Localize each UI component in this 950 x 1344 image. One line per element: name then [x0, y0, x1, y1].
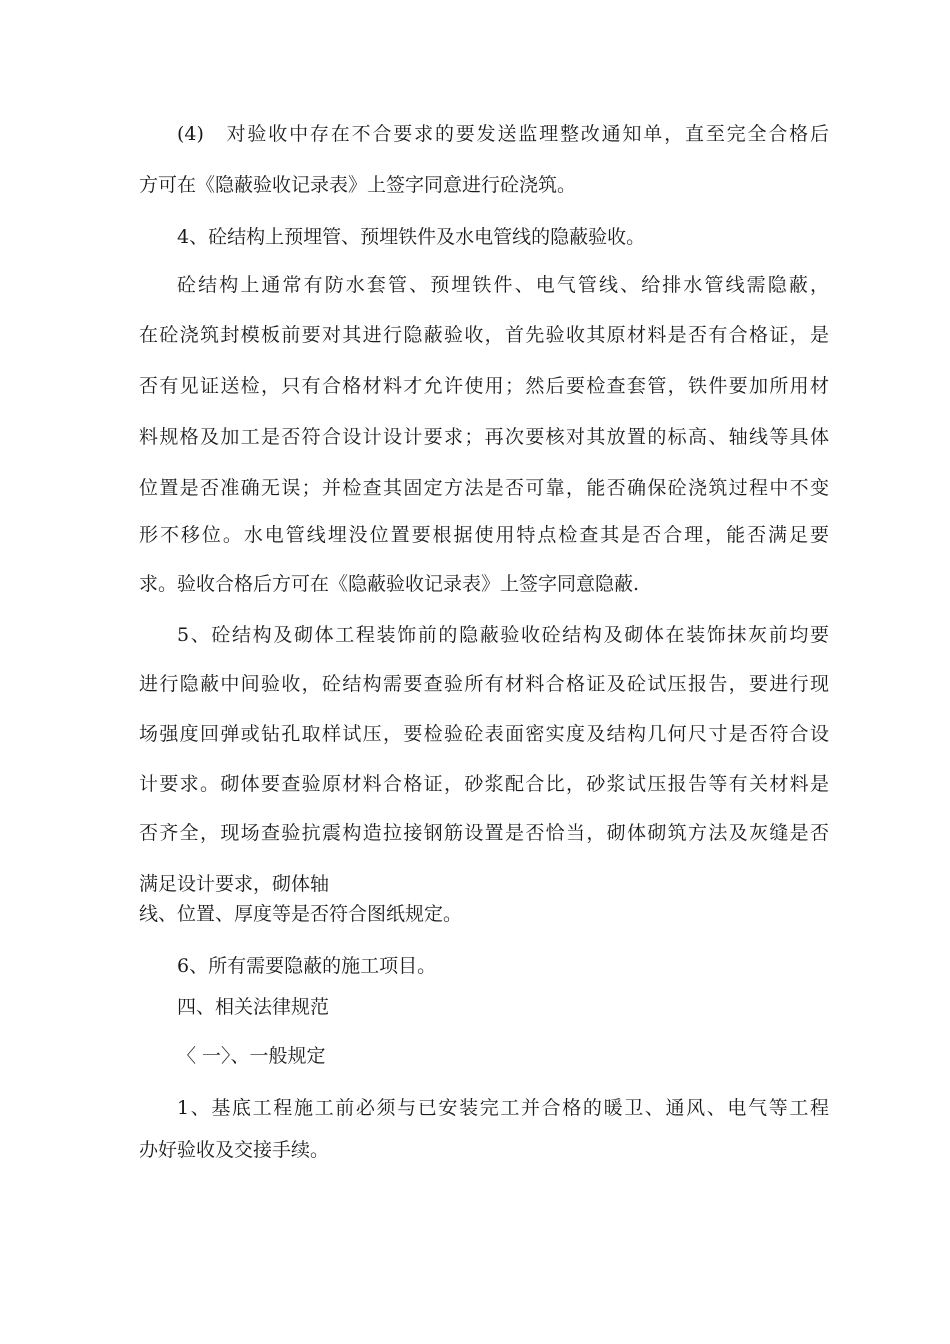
- text-line: 求。验收合格后方可在《隐蔽验收记录表》上签字同意隐蔽.: [139, 573, 640, 595]
- text-line: 位置是否准确无误；并检查其固定方法是否可靠，能否确保砼浇筑过程中不变: [139, 477, 829, 499]
- text-line: 否齐全，现场查验抗震构造拉接钢筋设置是否恰当，砌体砌筑方法及灰缝是否: [139, 822, 829, 844]
- text-line: 满足设计要求，砌体轴: [139, 873, 330, 895]
- text-line: 料规格及加工是否符合设计设计要求；再次要核对其放置的标高、轴线等具体: [139, 426, 829, 448]
- text-line: 进行隐蔽中间验收，砼结构需要查验所有材料合格证及砼试压报告，要进行现: [139, 673, 829, 695]
- text-line: 线、位置、厚度等是否符合图纸规定。: [139, 903, 463, 925]
- text-line: 砼结构上通常有防水套管、预埋铁件、电气管线、给排水管线需隐蔽，: [177, 274, 829, 296]
- text-line: 计要求。砌体要查验原材料合格证，砂浆配合比，砂浆试压报告等有关材料是: [139, 773, 829, 795]
- text-line: 形不移位。水电管线埋没位置要根据使用特点检查其是否合理，能否满足要: [139, 524, 829, 546]
- text-line: 5、砼结构及砌体工程装饰前的隐蔽验收砼结构及砌体在装饰抹灰前均要: [177, 624, 829, 646]
- text-line: 6、所有需要隐蔽的施工项目。: [177, 955, 437, 977]
- text-line: 否有见证送检，只有合格材料才允许使用；然后要检查套管，铁件要加所用材: [139, 375, 829, 397]
- text-line: 办好验收及交接手续。: [139, 1139, 330, 1161]
- subsection-heading: 〈 一〉、一般规定: [177, 1045, 326, 1067]
- text-line: 场强度回弹或钻孔取样试压，要检验砼表面密实度及结构几何尺寸是否符合设: [139, 723, 829, 745]
- text-line: 在砼浇筑封模板前要对其进行隐蔽验收，首先验收其原材料是否有合格证，是: [139, 324, 829, 346]
- text-line: 4、砼结构上预埋管、预埋铁件及水电管线的隐蔽验收。: [177, 226, 646, 248]
- section-heading: 四、相关法律规范: [177, 996, 330, 1018]
- text-line: (4) 对验收中存在不合要求的要发送监理整改通知单，直至完全合格后: [177, 123, 829, 145]
- text-line: 方可在《隐蔽验收记录表》上签字同意进行砼浇筑。: [139, 174, 577, 196]
- text-line: 1、基底工程施工前必须与已安装完工并合格的暖卫、通风、电气等工程: [177, 1097, 829, 1119]
